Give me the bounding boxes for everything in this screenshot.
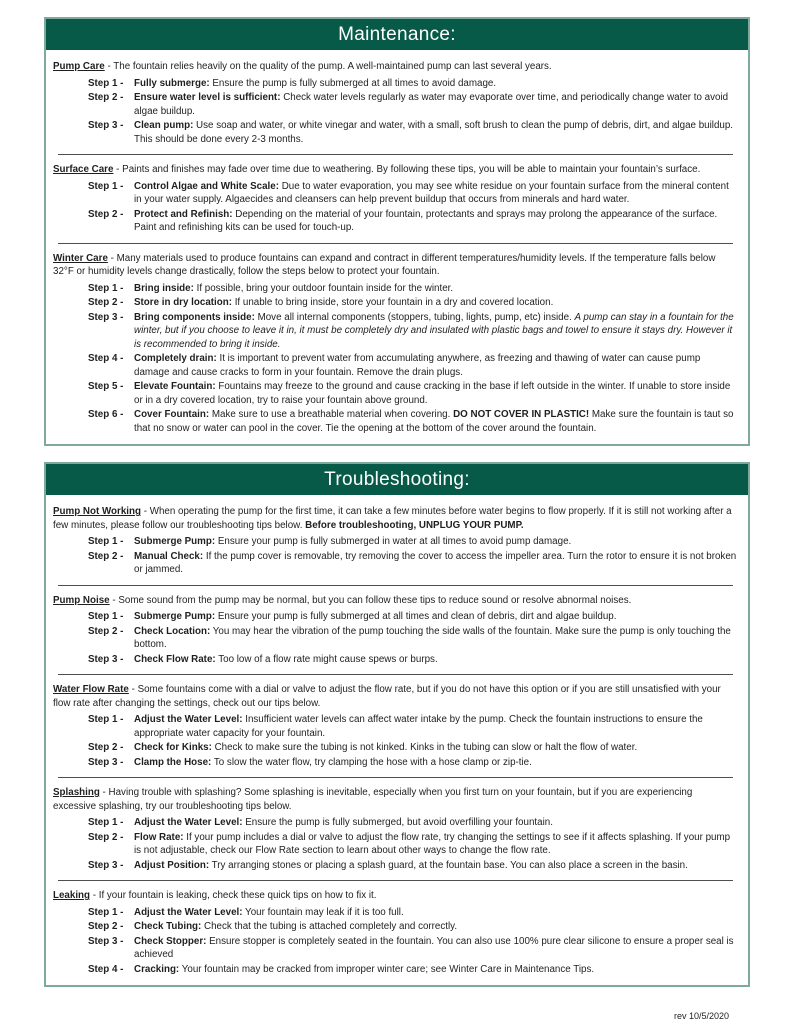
steps-list (53, 535, 738, 577)
step-text (134, 610, 738, 624)
step-topic: Fully submerge: (134, 77, 210, 89)
step-item (88, 935, 738, 962)
step-text (134, 859, 738, 873)
steps-list (53, 816, 738, 872)
topic-intro (53, 252, 738, 279)
step-label: Step 1 - (88, 536, 124, 547)
text-segment: If possible, bring your outdoor fountain inside for the winter. (193, 282, 454, 294)
topic-heading: Water Flow Rate (53, 684, 129, 695)
step-text (134, 920, 738, 934)
section-body (46, 50, 748, 444)
step-text (134, 180, 738, 207)
step-topic: Submerge Pump: (134, 536, 216, 547)
step-topic: Check Tubing: (134, 921, 202, 932)
text-segment: Check to make sure the tubing is not kinked. Kinks in the tubing can slow or halt the flow of water. (211, 742, 638, 753)
step-item (88, 311, 738, 352)
step-text (134, 741, 738, 755)
step-item (88, 296, 738, 310)
step-text (134, 119, 738, 146)
topic-heading: Surface Care (53, 164, 114, 175)
step-item (88, 713, 738, 740)
step-text (134, 963, 738, 977)
step-label: Step 3 - (88, 756, 124, 768)
topic-intro (53, 60, 738, 74)
step-item (88, 741, 738, 755)
topic-group (53, 683, 738, 769)
step-item (88, 77, 738, 91)
text-segment: Ensure stopper is completely seated in the fountain. You can also use 100% pure clear silicone to ensure a proper seal is achieved (134, 935, 734, 960)
text-segment: A pump can stay in a fountain for the winter, but if you choose to leave it in, it must be completely dry and insulated with plastic bags and towel to ensure it stays dry. However it is recommended to bring it inside. (134, 311, 734, 350)
section-title: Troubleshooting: (324, 468, 470, 490)
step-text (134, 408, 738, 435)
step-item (88, 408, 738, 435)
text-segment: To slow the water flow, try clamping the hose with a hose clamp or zip-tie. (211, 756, 532, 768)
step-label: Step 1 - (88, 77, 124, 89)
text-segment: Try arranging stones or placing a splash guard, at the fountain base. You can also place a screen in the basin. (209, 859, 688, 871)
step-item (88, 380, 738, 407)
step-label: Step 2 - (88, 831, 124, 843)
step-topic: Manual Check: (134, 550, 204, 562)
step-item (88, 180, 738, 207)
step-label: Step 2 - (88, 92, 124, 103)
step-item (88, 831, 738, 858)
step-item (88, 282, 738, 296)
step-label: Step 4 - (88, 963, 124, 975)
step-text (134, 756, 738, 770)
step-text (134, 625, 738, 652)
step-text (134, 906, 738, 920)
steps-list (53, 77, 738, 147)
step-topic: Check Stopper: (134, 935, 207, 947)
text-segment: - Paints and finishes may fade over time due to weathering. By following these tips, you will be able to maintain your fountain’s surface. (113, 164, 701, 175)
step-item (88, 610, 738, 624)
topic-heading: Splashing (53, 787, 100, 798)
step-topic: Cracking: (134, 963, 180, 975)
step-text (134, 77, 738, 91)
step-topic: Cover Fountain: (134, 409, 210, 420)
step-text (134, 208, 738, 235)
step-text (134, 713, 738, 740)
steps-list (53, 906, 738, 977)
text-segment: Use soap and water, or white vinegar and water, with a small, soft brush to clean the pump of debris, dirt, and algae buildup. This should be done every 2-3 months. (134, 120, 734, 145)
text-segment: Ensure your pump is fully submerged in water at all times to avoid pump damage. (215, 536, 572, 547)
topic-group (53, 505, 738, 577)
step-label: Step 3 - (88, 120, 124, 131)
step-topic: Check Flow Rate: (134, 653, 216, 665)
step-topic: Ensure water level is sufficient: (134, 92, 281, 103)
text-segment: Depending on the material of your fountain, protectants and sprays may prolong the appearance of the surface. Paint and refinishing kits can be used for touch-up. (134, 208, 718, 233)
text-segment: Make sure to use a breathable material when covering. (209, 409, 454, 420)
step-topic: Protect and Refinish: (134, 208, 233, 220)
step-text (134, 91, 738, 118)
step-text (134, 816, 738, 830)
topic-group (53, 60, 738, 146)
section-header-bar (46, 19, 748, 50)
text-segment: Check water levels regularly as water may evaporate over time, and periodically change water to avoid algae buildup. (134, 92, 729, 117)
revision-stamp: rev 10/5/2020 (673, 1011, 729, 1021)
step-text (134, 282, 738, 296)
text-segment: Ensure the pump is fully submerged, but avoid overfilling your fountain. (242, 817, 553, 828)
step-topic: Completely drain: (134, 353, 217, 364)
text-segment: If unable to bring inside, store your fountain in a dry and covered location. (231, 297, 554, 308)
step-label: Step 2 - (88, 625, 124, 637)
step-topic: Control Algae and White Scale: (134, 180, 279, 192)
topic-intro (53, 505, 738, 532)
steps-list (53, 713, 738, 769)
step-topic: Flow Rate: (134, 831, 184, 843)
topic-intro (53, 594, 738, 608)
step-item (88, 550, 738, 577)
step-topic: Clamp the Hose: (134, 756, 212, 768)
text-segment: Insufficient water levels can affect water intake by the pump. Check the fountain instructions to ensure the appropriate water capacity for your fountain. (134, 714, 703, 739)
text-segment: Your fountain may leak if it is too full. (242, 906, 404, 918)
step-text (134, 296, 738, 310)
step-item (88, 920, 738, 934)
step-label: Step 2 - (88, 550, 124, 562)
step-topic: Elevate Fountain: (134, 381, 216, 392)
section-title: Maintenance: (338, 23, 456, 45)
step-item (88, 91, 738, 118)
text-segment: You may hear the vibration of the pump touching the side walls of the fountain. Make sure the pump is only touching the bottom. (134, 625, 731, 650)
step-text (134, 535, 738, 549)
text-segment: If your pump includes a dial or valve to adjust the flow rate, try changing the settings to see if it affects splashing. If your pump is not adjustable, check our Flow Rate section to learn about other ways to change the flow rate. (134, 831, 731, 856)
step-item (88, 756, 738, 770)
text-segment: - Many materials used to produce fountains can expand and contract in different temperatures/humidity levels. If the temperature falls below 32°F or humidity levels change drastically, follow the steps below to protect your fountain. (53, 252, 716, 277)
text-segment: Move all internal components (stoppers, tubing, lights, pump, etc) inside. (254, 311, 575, 323)
topic-heading: Leaking (53, 890, 91, 901)
topic-group (53, 252, 738, 436)
step-item (88, 208, 738, 235)
step-label: Step 1 - (88, 817, 124, 828)
group-divider (58, 777, 733, 778)
sections (44, 17, 750, 987)
step-label: Step 3 - (88, 653, 124, 665)
step-label: Step 1 - (88, 906, 124, 918)
group-divider (58, 585, 733, 586)
step-label: Step 6 - (88, 409, 124, 420)
step-text (134, 550, 738, 577)
group-divider (58, 243, 733, 244)
topic-intro (53, 683, 738, 710)
text-segment: Ensure your pump is fully submerged at all times and clean of debris, dirt and algae buildup. (215, 611, 617, 622)
section-panel (44, 462, 750, 987)
step-topic: Submerge Pump: (134, 611, 216, 622)
topic-heading: Winter Care (53, 252, 108, 264)
step-label: Step 2 - (88, 742, 124, 753)
text-segment: - When operating the pump for the first time, it can take a few minutes before water begins to flow properly. If it is still not working after a few minutes, please follow our troubleshooting tips below. (53, 506, 732, 531)
step-label: Step 4 - (88, 353, 124, 364)
text-segment: - Having trouble with splashing? Some splashing is inevitable, especially when you first turn on your fountain, but if you are experiencing excessive splashing, try our troubleshooting tips below. (53, 787, 693, 812)
step-item (88, 906, 738, 920)
group-divider (58, 154, 733, 155)
step-label: Step 2 - (88, 921, 124, 932)
step-label: Step 3 - (88, 935, 124, 947)
step-item (88, 963, 738, 977)
topic-heading: Pump Care (53, 61, 105, 72)
step-text (134, 352, 738, 379)
text-segment: Before troubleshooting, UNPLUG YOUR PUMP. (305, 519, 524, 531)
step-topic: Store in dry location: (134, 297, 232, 308)
step-text (134, 831, 738, 858)
step-label: Step 2 - (88, 297, 124, 308)
topic-group (53, 786, 738, 872)
section-body (46, 495, 748, 985)
text-segment: Too low of a flow rate might cause spews or burps. (215, 653, 438, 665)
step-text (134, 935, 738, 962)
topic-group (53, 163, 738, 235)
step-text (134, 380, 738, 407)
step-topic: Clean pump: (134, 120, 194, 131)
topic-intro (53, 786, 738, 813)
step-text (134, 653, 738, 667)
step-item (88, 859, 738, 873)
step-topic: Check Location: (134, 625, 211, 637)
step-label: Step 5 - (88, 381, 124, 392)
step-label: Step 1 - (88, 180, 124, 192)
section-header-bar (46, 464, 748, 495)
text-segment: - Some sound from the pump may be normal, but you can follow these tips to reduce sound or resolve abnormal noises. (109, 594, 632, 606)
step-text (134, 311, 738, 352)
step-topic: Check for Kinks: (134, 742, 212, 753)
step-item (88, 816, 738, 830)
steps-list (53, 180, 738, 235)
text-segment: Check that the tubing is attached completely and correctly. (201, 921, 458, 932)
section-panel (44, 17, 750, 446)
step-item (88, 119, 738, 146)
text-segment: Fountains may freeze to the ground and cause cracking in the base if left outside in the winter. If unable to store inside or in a dry covered location, try to raise your fountain above ground. (134, 381, 731, 406)
step-item (88, 535, 738, 549)
step-topic: Bring inside: (134, 282, 194, 294)
step-item (88, 352, 738, 379)
steps-list (53, 282, 738, 436)
step-topic: Adjust the Water Level: (134, 714, 243, 725)
text-segment: It is important to prevent water from accumulating anywhere, as freezing and thawing of water can cause pump damage and cause cracks to form in your fountain. Remove the drain plugs. (134, 353, 701, 378)
step-item (88, 653, 738, 667)
text-segment: DO NOT COVER IN PLASTIC! (453, 409, 590, 420)
step-topic: Adjust the Water Level: (134, 906, 243, 918)
text-segment: - Some fountains come with a dial or valve to adjust the flow rate, but if you do not have this option or if you are still unsatisfied with your flow rate after changing the settings, check out our tips below. (53, 684, 721, 709)
text-segment: Your fountain may be cracked from improper winter care; see Winter Care in Maintenance Tips. (179, 963, 595, 975)
step-item (88, 625, 738, 652)
text-segment: Make sure the fountain is taut so that no snow or water can pool in the cover. Tie the opening at the bottom of the cover around the fountain. (134, 409, 734, 434)
group-divider (58, 880, 733, 881)
step-label: Step 3 - (88, 311, 124, 323)
step-label: Step 1 - (88, 611, 124, 622)
step-label: Step 1 - (88, 282, 124, 294)
text-segment: - The fountain relies heavily on the quality of the pump. A well-maintained pump can last several years. (104, 61, 552, 72)
text-segment: Due to water evaporation, you may see white residue on your fountain surface from the mineral content in your water supply. Algaecides and cleansers can help prevent buildup that occurs from minerals and hard water. (134, 180, 729, 205)
topic-group (53, 889, 738, 976)
topic-intro (53, 163, 738, 177)
text-segment: If the pump cover is removable, try removing the cover to access the impeller area. Turn the rotor to ensure it is not broken or jammed. (134, 550, 737, 575)
step-label: Step 1 - (88, 714, 124, 725)
text-segment: - If your fountain is leaking, check these quick tips on how to fix it. (90, 890, 377, 901)
step-topic: Bring components inside: (134, 311, 255, 323)
steps-list (53, 610, 738, 666)
step-topic: Adjust Position: (134, 859, 210, 871)
text-segment: Ensure the pump is fully submerged at all times to avoid damage. (209, 77, 497, 89)
topic-group (53, 594, 738, 667)
step-label: Step 3 - (88, 859, 124, 871)
topic-heading: Pump Noise (53, 594, 110, 606)
step-topic: Adjust the Water Level: (134, 817, 243, 828)
step-label: Step 2 - (88, 208, 124, 220)
group-divider (58, 674, 733, 675)
topic-intro (53, 889, 738, 903)
topic-heading: Pump Not Working (53, 506, 141, 517)
